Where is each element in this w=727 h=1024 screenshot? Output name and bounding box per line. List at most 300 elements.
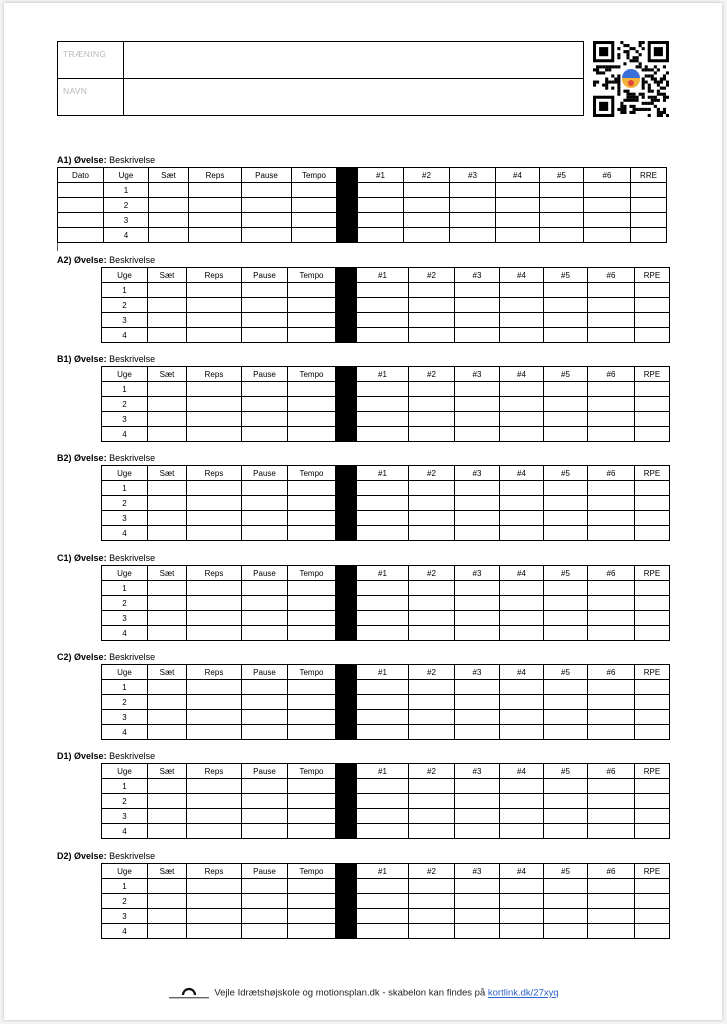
cell-saet[interactable] — [148, 680, 187, 695]
cell-saet[interactable] — [148, 611, 187, 626]
cell-s4[interactable] — [496, 183, 540, 198]
cell-tempo[interactable] — [292, 228, 337, 243]
cell-s5[interactable] — [544, 924, 588, 939]
cell-saet[interactable] — [148, 496, 187, 511]
exercise-description[interactable]: Beskrivelse — [109, 851, 156, 861]
cell-s3[interactable] — [450, 198, 496, 213]
cell-reps[interactable] — [187, 794, 242, 809]
cell-saet[interactable] — [148, 924, 187, 939]
cell-s1[interactable] — [357, 894, 409, 909]
cell-s1[interactable] — [357, 710, 409, 725]
cell-reps[interactable] — [187, 894, 242, 909]
cell-s3[interactable] — [455, 794, 500, 809]
cell-s6[interactable] — [588, 313, 635, 328]
cell-tempo[interactable] — [288, 397, 336, 412]
cell-tempo[interactable] — [292, 213, 337, 228]
cell-reps[interactable] — [187, 710, 242, 725]
cell-tempo[interactable] — [288, 496, 336, 511]
cell-s5[interactable] — [544, 328, 588, 343]
cell-s5[interactable] — [544, 894, 588, 909]
cell-s5[interactable] — [544, 879, 588, 894]
cell-s1[interactable] — [357, 283, 409, 298]
cell-s6[interactable] — [588, 581, 635, 596]
cell-saet[interactable] — [148, 794, 187, 809]
cell-saet[interactable] — [148, 824, 187, 839]
cell-s5[interactable] — [540, 228, 584, 243]
cell-s1[interactable] — [358, 183, 404, 198]
exercise-description[interactable]: Beskrivelse — [109, 751, 156, 761]
cell-rpe[interactable] — [635, 328, 670, 343]
cell-s2[interactable] — [409, 611, 455, 626]
cell-reps[interactable] — [187, 328, 242, 343]
cell-s1[interactable] — [357, 382, 409, 397]
cell-pause[interactable] — [242, 894, 288, 909]
cell-tempo[interactable] — [292, 183, 337, 198]
cell-s6[interactable] — [588, 298, 635, 313]
cell-saet[interactable] — [148, 710, 187, 725]
cell-s4[interactable] — [500, 725, 544, 740]
cell-s3[interactable] — [455, 909, 500, 924]
cell-s5[interactable] — [544, 611, 588, 626]
cell-s2[interactable] — [409, 382, 455, 397]
cell-s3[interactable] — [455, 695, 500, 710]
cell-tempo[interactable] — [288, 695, 336, 710]
cell-s6[interactable] — [588, 496, 635, 511]
cell-s1[interactable] — [358, 213, 404, 228]
cell-rpe[interactable] — [635, 695, 670, 710]
cell-s1[interactable] — [357, 328, 409, 343]
cell-reps[interactable] — [187, 581, 242, 596]
cell-s2[interactable] — [409, 496, 455, 511]
cell-tempo[interactable] — [288, 283, 336, 298]
cell-s3[interactable] — [455, 725, 500, 740]
cell-s3[interactable] — [455, 626, 500, 641]
cell-s3[interactable] — [455, 298, 500, 313]
cell-s6[interactable] — [588, 695, 635, 710]
cell-pause[interactable] — [242, 879, 288, 894]
cell-s4[interactable] — [500, 526, 544, 541]
cell-s2[interactable] — [409, 596, 455, 611]
cell-s4[interactable] — [496, 228, 540, 243]
cell-pause[interactable] — [242, 283, 288, 298]
cell-s2[interactable] — [409, 924, 455, 939]
cell-s5[interactable] — [544, 596, 588, 611]
cell-reps[interactable] — [187, 481, 242, 496]
cell-s1[interactable] — [357, 427, 409, 442]
cell-pause[interactable] — [242, 794, 288, 809]
cell-s2[interactable] — [409, 626, 455, 641]
cell-s5[interactable] — [544, 695, 588, 710]
cell-pause[interactable] — [242, 596, 288, 611]
cell-saet[interactable] — [148, 283, 187, 298]
cell-rre[interactable] — [631, 198, 667, 213]
cell-s1[interactable] — [357, 611, 409, 626]
cell-s1[interactable] — [357, 626, 409, 641]
cell-tempo[interactable] — [288, 328, 336, 343]
cell-rpe[interactable] — [635, 427, 670, 442]
cell-s3[interactable] — [455, 596, 500, 611]
cell-s4[interactable] — [500, 879, 544, 894]
cell-s2[interactable] — [409, 809, 455, 824]
cell-s6[interactable] — [588, 481, 635, 496]
cell-pause[interactable] — [242, 228, 292, 243]
cell-s1[interactable] — [357, 596, 409, 611]
cell-s1[interactable] — [357, 879, 409, 894]
cell-s5[interactable] — [544, 283, 588, 298]
cell-pause[interactable] — [242, 809, 288, 824]
cell-s2[interactable] — [409, 481, 455, 496]
cell-reps[interactable] — [189, 213, 242, 228]
cell-rpe[interactable] — [635, 779, 670, 794]
cell-saet[interactable] — [148, 298, 187, 313]
cell-s6[interactable] — [588, 824, 635, 839]
cell-s3[interactable] — [455, 427, 500, 442]
cell-tempo[interactable] — [292, 198, 337, 213]
cell-tempo[interactable] — [288, 680, 336, 695]
cell-s2[interactable] — [409, 794, 455, 809]
cell-s4[interactable] — [500, 511, 544, 526]
cell-s6[interactable] — [588, 894, 635, 909]
cell-saet[interactable] — [148, 481, 187, 496]
cell-rpe[interactable] — [635, 526, 670, 541]
cell-s1[interactable] — [357, 824, 409, 839]
cell-s5[interactable] — [544, 412, 588, 427]
cell-reps[interactable] — [187, 382, 242, 397]
cell-s4[interactable] — [500, 695, 544, 710]
cell-reps[interactable] — [189, 183, 242, 198]
cell-s6[interactable] — [588, 680, 635, 695]
cell-rre[interactable] — [631, 183, 667, 198]
cell-rre[interactable] — [631, 213, 667, 228]
cell-s4[interactable] — [500, 382, 544, 397]
cell-reps[interactable] — [187, 824, 242, 839]
cell-saet[interactable] — [148, 581, 187, 596]
exercise-description[interactable]: Beskrivelse — [109, 255, 156, 265]
cell-tempo[interactable] — [288, 298, 336, 313]
training-row[interactable] — [58, 42, 583, 79]
cell-rpe[interactable] — [635, 382, 670, 397]
cell-s5[interactable] — [544, 313, 588, 328]
cell-s5[interactable] — [544, 526, 588, 541]
cell-pause[interactable] — [242, 328, 288, 343]
cell-s1[interactable] — [357, 511, 409, 526]
cell-s5[interactable] — [540, 198, 584, 213]
cell-saet[interactable] — [148, 909, 187, 924]
cell-s4[interactable] — [500, 596, 544, 611]
cell-s1[interactable] — [357, 695, 409, 710]
cell-reps[interactable] — [187, 313, 242, 328]
cell-s4[interactable] — [500, 328, 544, 343]
cell-dato[interactable] — [58, 228, 104, 243]
cell-pause[interactable] — [242, 427, 288, 442]
cell-pause[interactable] — [242, 695, 288, 710]
cell-reps[interactable] — [187, 526, 242, 541]
cell-rpe[interactable] — [635, 924, 670, 939]
cell-tempo[interactable] — [288, 313, 336, 328]
cell-s2[interactable] — [409, 397, 455, 412]
cell-saet[interactable] — [149, 213, 189, 228]
cell-s5[interactable] — [544, 680, 588, 695]
cell-s3[interactable] — [450, 183, 496, 198]
cell-saet[interactable] — [148, 511, 187, 526]
cell-s4[interactable] — [500, 397, 544, 412]
cell-reps[interactable] — [187, 680, 242, 695]
cell-s4[interactable] — [500, 298, 544, 313]
cell-s3[interactable] — [450, 213, 496, 228]
cell-reps[interactable] — [187, 626, 242, 641]
cell-s2[interactable] — [409, 824, 455, 839]
cell-tempo[interactable] — [288, 382, 336, 397]
cell-s4[interactable] — [500, 283, 544, 298]
cell-s2[interactable] — [409, 680, 455, 695]
cell-saet[interactable] — [148, 779, 187, 794]
cell-s4[interactable] — [500, 626, 544, 641]
cell-s4[interactable] — [500, 794, 544, 809]
cell-reps[interactable] — [189, 198, 242, 213]
cell-s6[interactable] — [588, 397, 635, 412]
cell-tempo[interactable] — [288, 909, 336, 924]
cell-s6[interactable] — [588, 382, 635, 397]
exercise-description[interactable]: Beskrivelse — [109, 652, 156, 662]
exercise-description[interactable]: Beskrivelse — [109, 553, 156, 563]
cell-s2[interactable] — [409, 779, 455, 794]
cell-pause[interactable] — [242, 481, 288, 496]
cell-s6[interactable] — [588, 794, 635, 809]
cell-s3[interactable] — [455, 824, 500, 839]
cell-dato[interactable] — [58, 213, 104, 228]
cell-rpe[interactable] — [635, 581, 670, 596]
cell-s6[interactable] — [588, 626, 635, 641]
cell-tempo[interactable] — [288, 511, 336, 526]
cell-s6[interactable] — [588, 283, 635, 298]
cell-s3[interactable] — [455, 412, 500, 427]
cell-s1[interactable] — [357, 496, 409, 511]
cell-tempo[interactable] — [288, 626, 336, 641]
cell-s3[interactable] — [455, 779, 500, 794]
cell-pause[interactable] — [242, 611, 288, 626]
cell-pause[interactable] — [242, 581, 288, 596]
cell-s1[interactable] — [357, 924, 409, 939]
cell-s1[interactable] — [358, 228, 404, 243]
cell-s3[interactable] — [455, 526, 500, 541]
cell-s2[interactable] — [409, 511, 455, 526]
cell-s3[interactable] — [455, 511, 500, 526]
cell-reps[interactable] — [187, 809, 242, 824]
cell-reps[interactable] — [187, 427, 242, 442]
exercise-description[interactable]: Beskrivelse — [109, 453, 156, 463]
cell-s2[interactable] — [409, 695, 455, 710]
cell-s2[interactable] — [409, 710, 455, 725]
cell-pause[interactable] — [242, 412, 288, 427]
cell-rpe[interactable] — [635, 481, 670, 496]
cell-pause[interactable] — [242, 626, 288, 641]
cell-pause[interactable] — [242, 526, 288, 541]
cell-saet[interactable] — [148, 412, 187, 427]
cell-s4[interactable] — [500, 611, 544, 626]
cell-s2[interactable] — [409, 909, 455, 924]
cell-s1[interactable] — [357, 397, 409, 412]
cell-rpe[interactable] — [635, 680, 670, 695]
cell-saet[interactable] — [148, 427, 187, 442]
cell-s6[interactable] — [588, 328, 635, 343]
cell-reps[interactable] — [187, 924, 242, 939]
cell-pause[interactable] — [242, 779, 288, 794]
cell-s2[interactable] — [409, 879, 455, 894]
cell-s3[interactable] — [455, 496, 500, 511]
cell-reps[interactable] — [189, 228, 242, 243]
cell-saet[interactable] — [148, 894, 187, 909]
cell-s1[interactable] — [358, 198, 404, 213]
cell-rpe[interactable] — [635, 283, 670, 298]
cell-rpe[interactable] — [635, 611, 670, 626]
cell-tempo[interactable] — [288, 894, 336, 909]
cell-s5[interactable] — [540, 183, 584, 198]
cell-s1[interactable] — [357, 779, 409, 794]
cell-s6[interactable] — [584, 228, 631, 243]
cell-s6[interactable] — [588, 779, 635, 794]
cell-rpe[interactable] — [635, 879, 670, 894]
cell-pause[interactable] — [242, 313, 288, 328]
cell-s5[interactable] — [544, 710, 588, 725]
cell-s3[interactable] — [455, 481, 500, 496]
cell-saet[interactable] — [148, 596, 187, 611]
cell-pause[interactable] — [242, 183, 292, 198]
cell-s4[interactable] — [500, 481, 544, 496]
cell-saet[interactable] — [148, 626, 187, 641]
cell-tempo[interactable] — [288, 596, 336, 611]
cell-rpe[interactable] — [635, 725, 670, 740]
cell-rpe[interactable] — [635, 596, 670, 611]
cell-reps[interactable] — [187, 725, 242, 740]
cell-s4[interactable] — [500, 924, 544, 939]
name-row[interactable] — [58, 79, 583, 115]
cell-s3[interactable] — [455, 680, 500, 695]
cell-s4[interactable] — [500, 313, 544, 328]
cell-s4[interactable] — [500, 710, 544, 725]
cell-saet[interactable] — [148, 526, 187, 541]
cell-s5[interactable] — [544, 581, 588, 596]
cell-s1[interactable] — [357, 412, 409, 427]
cell-s4[interactable] — [500, 581, 544, 596]
cell-s3[interactable] — [455, 611, 500, 626]
cell-pause[interactable] — [242, 909, 288, 924]
cell-saet[interactable] — [148, 809, 187, 824]
cell-tempo[interactable] — [288, 412, 336, 427]
cell-s6[interactable] — [588, 725, 635, 740]
cell-tempo[interactable] — [288, 725, 336, 740]
cell-tempo[interactable] — [288, 809, 336, 824]
cell-s6[interactable] — [588, 511, 635, 526]
cell-rpe[interactable] — [635, 794, 670, 809]
cell-rpe[interactable] — [635, 894, 670, 909]
cell-s3[interactable] — [455, 581, 500, 596]
cell-s2[interactable] — [409, 581, 455, 596]
cell-s6[interactable] — [588, 924, 635, 939]
cell-s4[interactable] — [500, 412, 544, 427]
cell-saet[interactable] — [148, 397, 187, 412]
cell-rpe[interactable] — [635, 313, 670, 328]
cell-rpe[interactable] — [635, 298, 670, 313]
cell-tempo[interactable] — [288, 924, 336, 939]
exercise-description[interactable]: Beskrivelse — [109, 354, 156, 364]
cell-s1[interactable] — [357, 313, 409, 328]
cell-s3[interactable] — [455, 283, 500, 298]
cell-reps[interactable] — [187, 496, 242, 511]
cell-reps[interactable] — [187, 283, 242, 298]
cell-s1[interactable] — [357, 481, 409, 496]
cell-tempo[interactable] — [288, 526, 336, 541]
cell-tempo[interactable] — [288, 710, 336, 725]
cell-s2[interactable] — [409, 283, 455, 298]
cell-dato[interactable] — [58, 198, 104, 213]
cell-reps[interactable] — [187, 596, 242, 611]
cell-s3[interactable] — [455, 879, 500, 894]
cell-rre[interactable] — [631, 228, 667, 243]
cell-saet[interactable] — [148, 725, 187, 740]
cell-tempo[interactable] — [288, 879, 336, 894]
cell-s6[interactable] — [588, 879, 635, 894]
cell-s1[interactable] — [357, 725, 409, 740]
cell-s5[interactable] — [544, 427, 588, 442]
cell-s6[interactable] — [588, 412, 635, 427]
cell-s2[interactable] — [409, 412, 455, 427]
cell-s2[interactable] — [409, 526, 455, 541]
cell-pause[interactable] — [242, 397, 288, 412]
cell-reps[interactable] — [187, 695, 242, 710]
cell-s5[interactable] — [544, 725, 588, 740]
cell-s5[interactable] — [544, 481, 588, 496]
cell-rpe[interactable] — [635, 809, 670, 824]
cell-s5[interactable] — [540, 213, 584, 228]
cell-s2[interactable] — [409, 298, 455, 313]
cell-pause[interactable] — [242, 382, 288, 397]
cell-dato[interactable] — [58, 183, 104, 198]
template-link[interactable]: kortlink.dk/27xyq — [487, 987, 559, 999]
cell-reps[interactable] — [187, 779, 242, 794]
cell-s6[interactable] — [588, 596, 635, 611]
cell-s3[interactable] — [455, 710, 500, 725]
cell-s5[interactable] — [544, 511, 588, 526]
cell-s3[interactable] — [455, 328, 500, 343]
cell-rpe[interactable] — [635, 909, 670, 924]
cell-s1[interactable] — [357, 581, 409, 596]
cell-reps[interactable] — [187, 298, 242, 313]
cell-s4[interactable] — [500, 496, 544, 511]
cell-saet[interactable] — [149, 183, 189, 198]
cell-saet[interactable] — [148, 328, 187, 343]
cell-rpe[interactable] — [635, 626, 670, 641]
cell-saet[interactable] — [148, 382, 187, 397]
cell-s6[interactable] — [588, 809, 635, 824]
cell-s1[interactable] — [357, 809, 409, 824]
cell-s4[interactable] — [500, 779, 544, 794]
cell-s6[interactable] — [588, 526, 635, 541]
cell-pause[interactable] — [242, 198, 292, 213]
cell-s5[interactable] — [544, 909, 588, 924]
cell-tempo[interactable] — [288, 481, 336, 496]
cell-pause[interactable] — [242, 213, 292, 228]
cell-tempo[interactable] — [288, 427, 336, 442]
cell-s2[interactable] — [404, 198, 450, 213]
cell-saet[interactable] — [148, 879, 187, 894]
cell-s1[interactable] — [357, 298, 409, 313]
cell-s2[interactable] — [404, 213, 450, 228]
cell-pause[interactable] — [242, 710, 288, 725]
cell-saet[interactable] — [148, 313, 187, 328]
cell-s6[interactable] — [584, 198, 631, 213]
cell-pause[interactable] — [242, 298, 288, 313]
cell-tempo[interactable] — [288, 824, 336, 839]
